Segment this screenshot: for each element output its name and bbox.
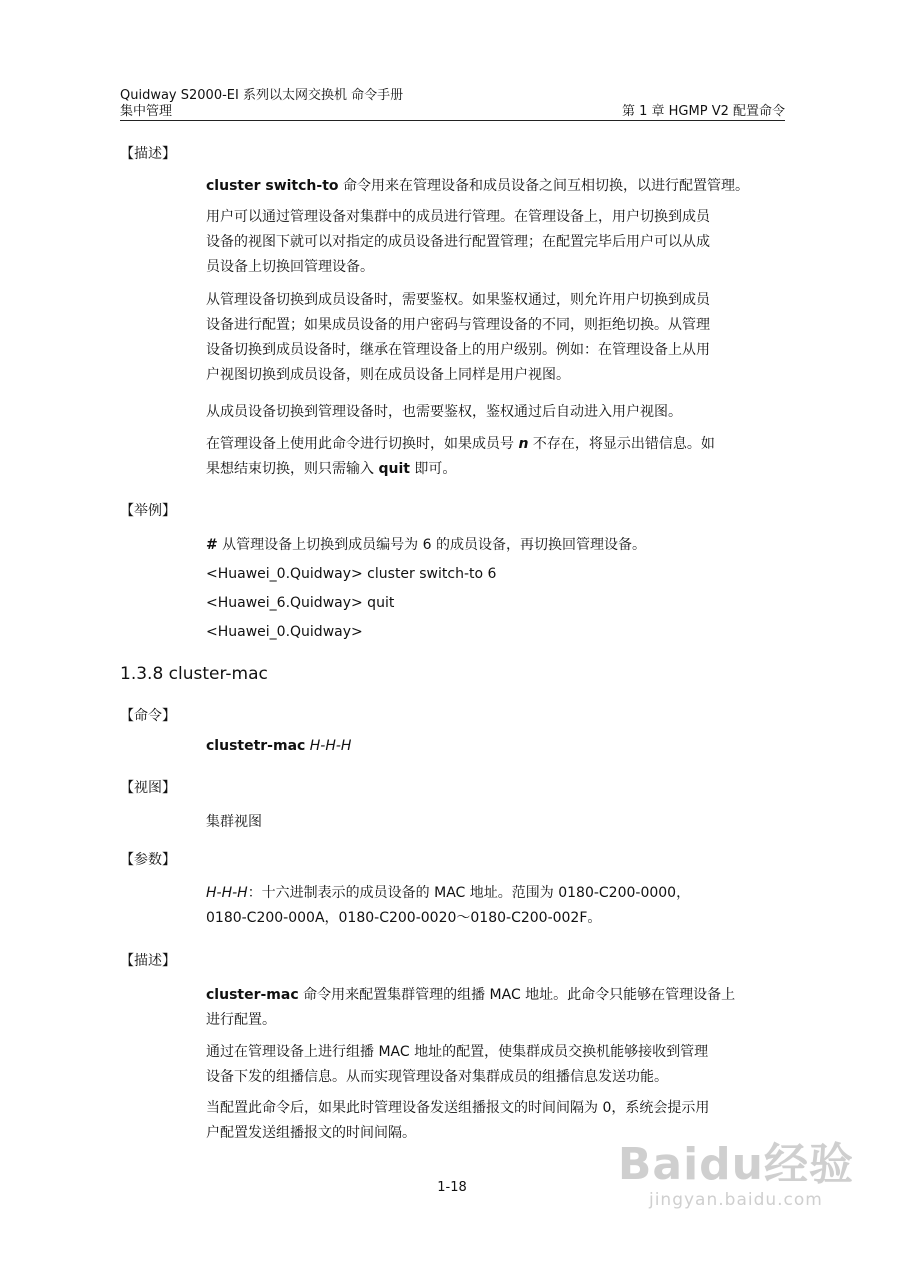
desc-text: 命令用来在管理设备和成员设备之间互相切换，以进行配置管理。 xyxy=(338,178,749,194)
params-text xyxy=(206,881,788,931)
desc-paragraph-2: 通过在管理设备上进行组播 MAC 地址的配置，使集群成员交换机能够接收到管理 设备下发的组播信息。从而实现管理设备对集群成员的组播信息发送功能。 xyxy=(206,1044,709,1085)
header-title: Quidway S2000-EI 系列以太网交换机 命令手册 xyxy=(120,88,404,103)
command-keyword: quit xyxy=(378,461,410,477)
command-keyword: cluster switch-to xyxy=(206,178,339,194)
desc-text: 在管理设备上使用此命令进行切换时，如果成员号 xyxy=(206,436,519,452)
watermark-url: jingyan.baidu.com xyxy=(648,1190,823,1210)
params-label: 【参数】 xyxy=(120,852,176,868)
desc-paragraph-1 xyxy=(206,983,788,1033)
desc-paragraph-5 xyxy=(206,432,788,482)
desc-text: 命令用来配置集群管理的组播 MAC 地址。此命令只能够在管理设备上 进行配置。 xyxy=(206,987,736,1028)
example-line: <Huawei_0.Quidway> xyxy=(206,624,363,640)
desc-label: 【描述】 xyxy=(120,146,176,162)
header-chapter-right: 第 1 章 HGMP V2 配置命令 xyxy=(621,104,785,119)
watermark-logo: Baidu经验 xyxy=(617,1139,854,1190)
command-keyword: clustetr-mac xyxy=(206,738,306,754)
hash-mark: # xyxy=(206,537,218,553)
command-label: 【命令】 xyxy=(120,708,176,724)
command-argument: H-H-H xyxy=(305,738,352,754)
example-label: 【举例】 xyxy=(120,503,176,519)
watermark xyxy=(618,1140,854,1210)
desc-label: 【描述】 xyxy=(120,953,176,969)
desc-paragraph-2: 用户可以通过管理设备对集群中的成员进行管理。在管理设备上，用户切换到成员 设备的视图下就可以对指定的成员设备进行配置管理；在配置完毕后用户可以从成 员设备上切换回管理设备。 xyxy=(206,209,710,275)
page-number: 1-18 xyxy=(437,1180,467,1195)
desc-paragraph-4: 从成员设备切换到管理设备时，也需要鉴权，鉴权通过后自动进入用户视图。 xyxy=(206,404,682,420)
header-rule xyxy=(120,120,785,121)
desc-paragraph-1 xyxy=(206,174,788,199)
view-text: 集群视图 xyxy=(206,814,262,830)
section-title: 1.3.8 cluster-mac xyxy=(120,664,268,684)
command-syntax xyxy=(206,738,351,754)
example-comment xyxy=(206,534,646,554)
desc-paragraph-3: 从管理设备切换到成员设备时，需要鉴权。如果鉴权通过，则允许用户切换到成员 设备进行配置；如果成员设备的用户密码与管理设备的不同，则拒绝切换。从管理 设备切换到成员设备时，继承在管理设备上的用户级别。例如：在管理设备上从用 户视图切换到成员设备，则在成员设备上同样是用户视图。 xyxy=(206,292,710,383)
param-name: H-H-H xyxy=(206,885,248,901)
desc-paragraph-3: 当配置此命令后，如果此时管理设备发送组播报文的时间间隔为 0，系统会提示用 户配置发送组播报文的时间间隔。 xyxy=(206,1100,710,1141)
param-desc: ：十六进制表示的成员设备的 MAC 地址。范围为 0180-C200-0000， 0180-C200-000A，0180-C200-0020～0180-C200-002F。 xyxy=(206,885,691,926)
view-label: 【视图】 xyxy=(120,780,176,796)
comment-text: 从管理设备上切换到成员编号为 6 的成员设备，再切换回管理设备。 xyxy=(217,537,646,553)
example-line: <Huawei_0.Quidway> cluster switch-to 6 xyxy=(206,566,497,582)
command-keyword: cluster-mac xyxy=(206,987,299,1003)
header-chapter-left: 集中管理 xyxy=(120,104,173,119)
desc-text: 即可。 xyxy=(409,461,457,477)
example-line: <Huawei_6.Quidway> quit xyxy=(206,595,395,611)
param-n: n xyxy=(518,436,529,452)
desc-text: 不存在，将显示出错信息。如 果想结束切换，则只需输入 xyxy=(206,436,715,477)
